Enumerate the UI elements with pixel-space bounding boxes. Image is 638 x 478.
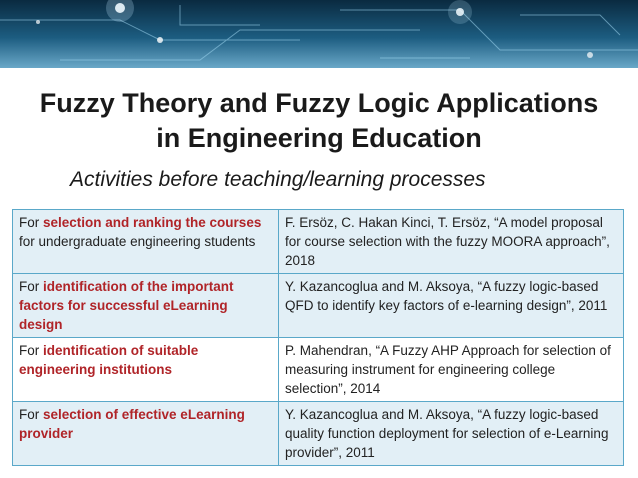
- application-cell: [13, 210, 279, 274]
- application-highlight: selection and ranking the courses: [43, 215, 262, 230]
- slide-title-line-2: in Engineering Education: [156, 123, 482, 153]
- application-highlight: identification of suitable engineering institutions: [19, 343, 199, 377]
- table-row: [13, 210, 624, 274]
- application-highlight: selection of effective eLearning provider: [19, 407, 245, 441]
- table-row: [13, 338, 624, 402]
- reference-cell: F. Ersöz, C. Hakan Kinci, T. Ersöz, “A model proposal for course selection with the fuzzy MOORA approach”, 2018: [279, 210, 624, 274]
- application-prefix: For: [19, 215, 44, 230]
- header-banner-image: [0, 0, 638, 68]
- application-prefix: For: [19, 279, 44, 294]
- application-prefix: For: [19, 407, 44, 422]
- slide-subtitle: Activities before teaching/learning processes: [70, 168, 486, 191]
- application-rest: for undergraduate engineering students: [19, 234, 256, 249]
- slide-title: [0, 86, 638, 156]
- application-prefix: For: [19, 343, 44, 358]
- application-cell: [13, 338, 279, 402]
- application-cell: [13, 402, 279, 466]
- slide-title-line-1: Fuzzy Theory and Fuzzy Logic Applications: [39, 88, 599, 118]
- applications-table: [12, 209, 624, 466]
- reference-cell: Y. Kazancoglua and M. Aksoya, “A fuzzy logic-based quality function deployment for selection of e-Learning provider”, 2011: [279, 402, 624, 466]
- reference-cell: Y. Kazancoglua and M. Aksoya, “A fuzzy logic-based QFD to identify key factors of e-learning design”, 2011: [279, 274, 624, 338]
- reference-cell: P. Mahendran, “A Fuzzy AHP Approach for selection of measuring instrument for engineering college selection”, 2014: [279, 338, 624, 402]
- table-row: [13, 402, 624, 466]
- table-row: [13, 274, 624, 338]
- application-cell: [13, 274, 279, 338]
- application-highlight: identification of the important factors for successful eLearning design: [19, 279, 234, 332]
